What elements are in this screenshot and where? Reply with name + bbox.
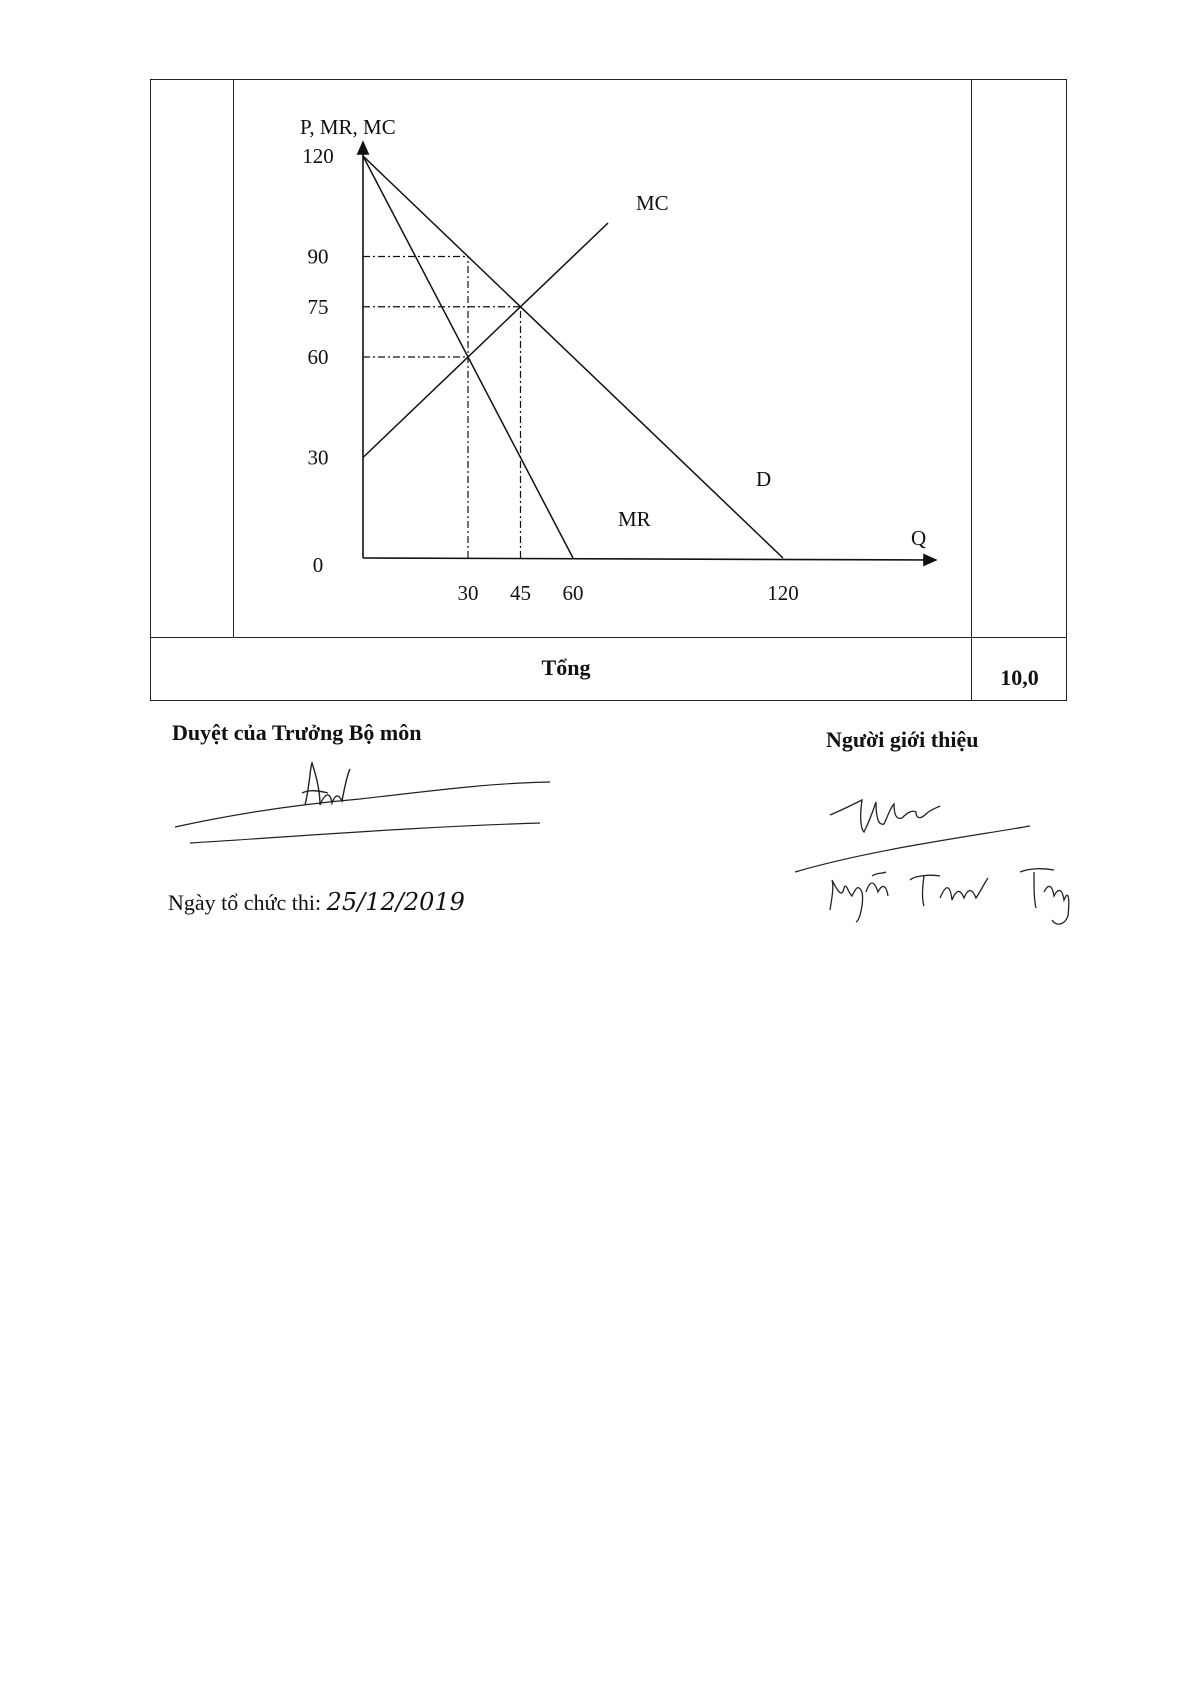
x-axis-label: Q — [911, 526, 927, 550]
mc-curve — [363, 223, 608, 458]
y-tick-75: 75 — [307, 294, 329, 319]
y-tick-60: 60 — [307, 345, 329, 369]
x-axis — [363, 558, 936, 560]
department-head-title: Duyệt của Trưởng Bộ môn — [172, 720, 422, 745]
table-total-divider — [151, 637, 1066, 638]
department-head-signature — [170, 755, 560, 850]
exam-date — [168, 888, 465, 916]
mr-curve-label: MR — [618, 507, 651, 531]
x-tick-30: 30 — [457, 581, 479, 605]
exam-date-value: 25/12/2019 — [326, 888, 465, 916]
mc-curve-label: MC — [636, 191, 669, 215]
total-score: 10,0 — [1000, 665, 1039, 690]
answer-table — [150, 79, 1067, 701]
x-tick-60: 60 — [562, 581, 584, 605]
introducer-signature — [790, 780, 1080, 930]
exam-date-label: Ngày tổ chức thi: — [168, 890, 322, 915]
x-tick-45: 45 — [510, 581, 531, 605]
y-tick-30: 30 — [307, 445, 329, 470]
introducer-title: Người giới thiệu — [826, 727, 979, 752]
total-label: Tổng — [541, 655, 591, 680]
monopoly-graph — [151, 80, 1068, 637]
y-axis-label: P, MR, MC — [300, 115, 396, 139]
x-tick-120: 120 — [767, 581, 799, 605]
y-tick-120: 120 — [302, 144, 334, 168]
y-tick-90: 90 — [307, 244, 329, 269]
d-curve-label: D — [756, 467, 772, 491]
y-tick-0: 0 — [312, 553, 324, 577]
